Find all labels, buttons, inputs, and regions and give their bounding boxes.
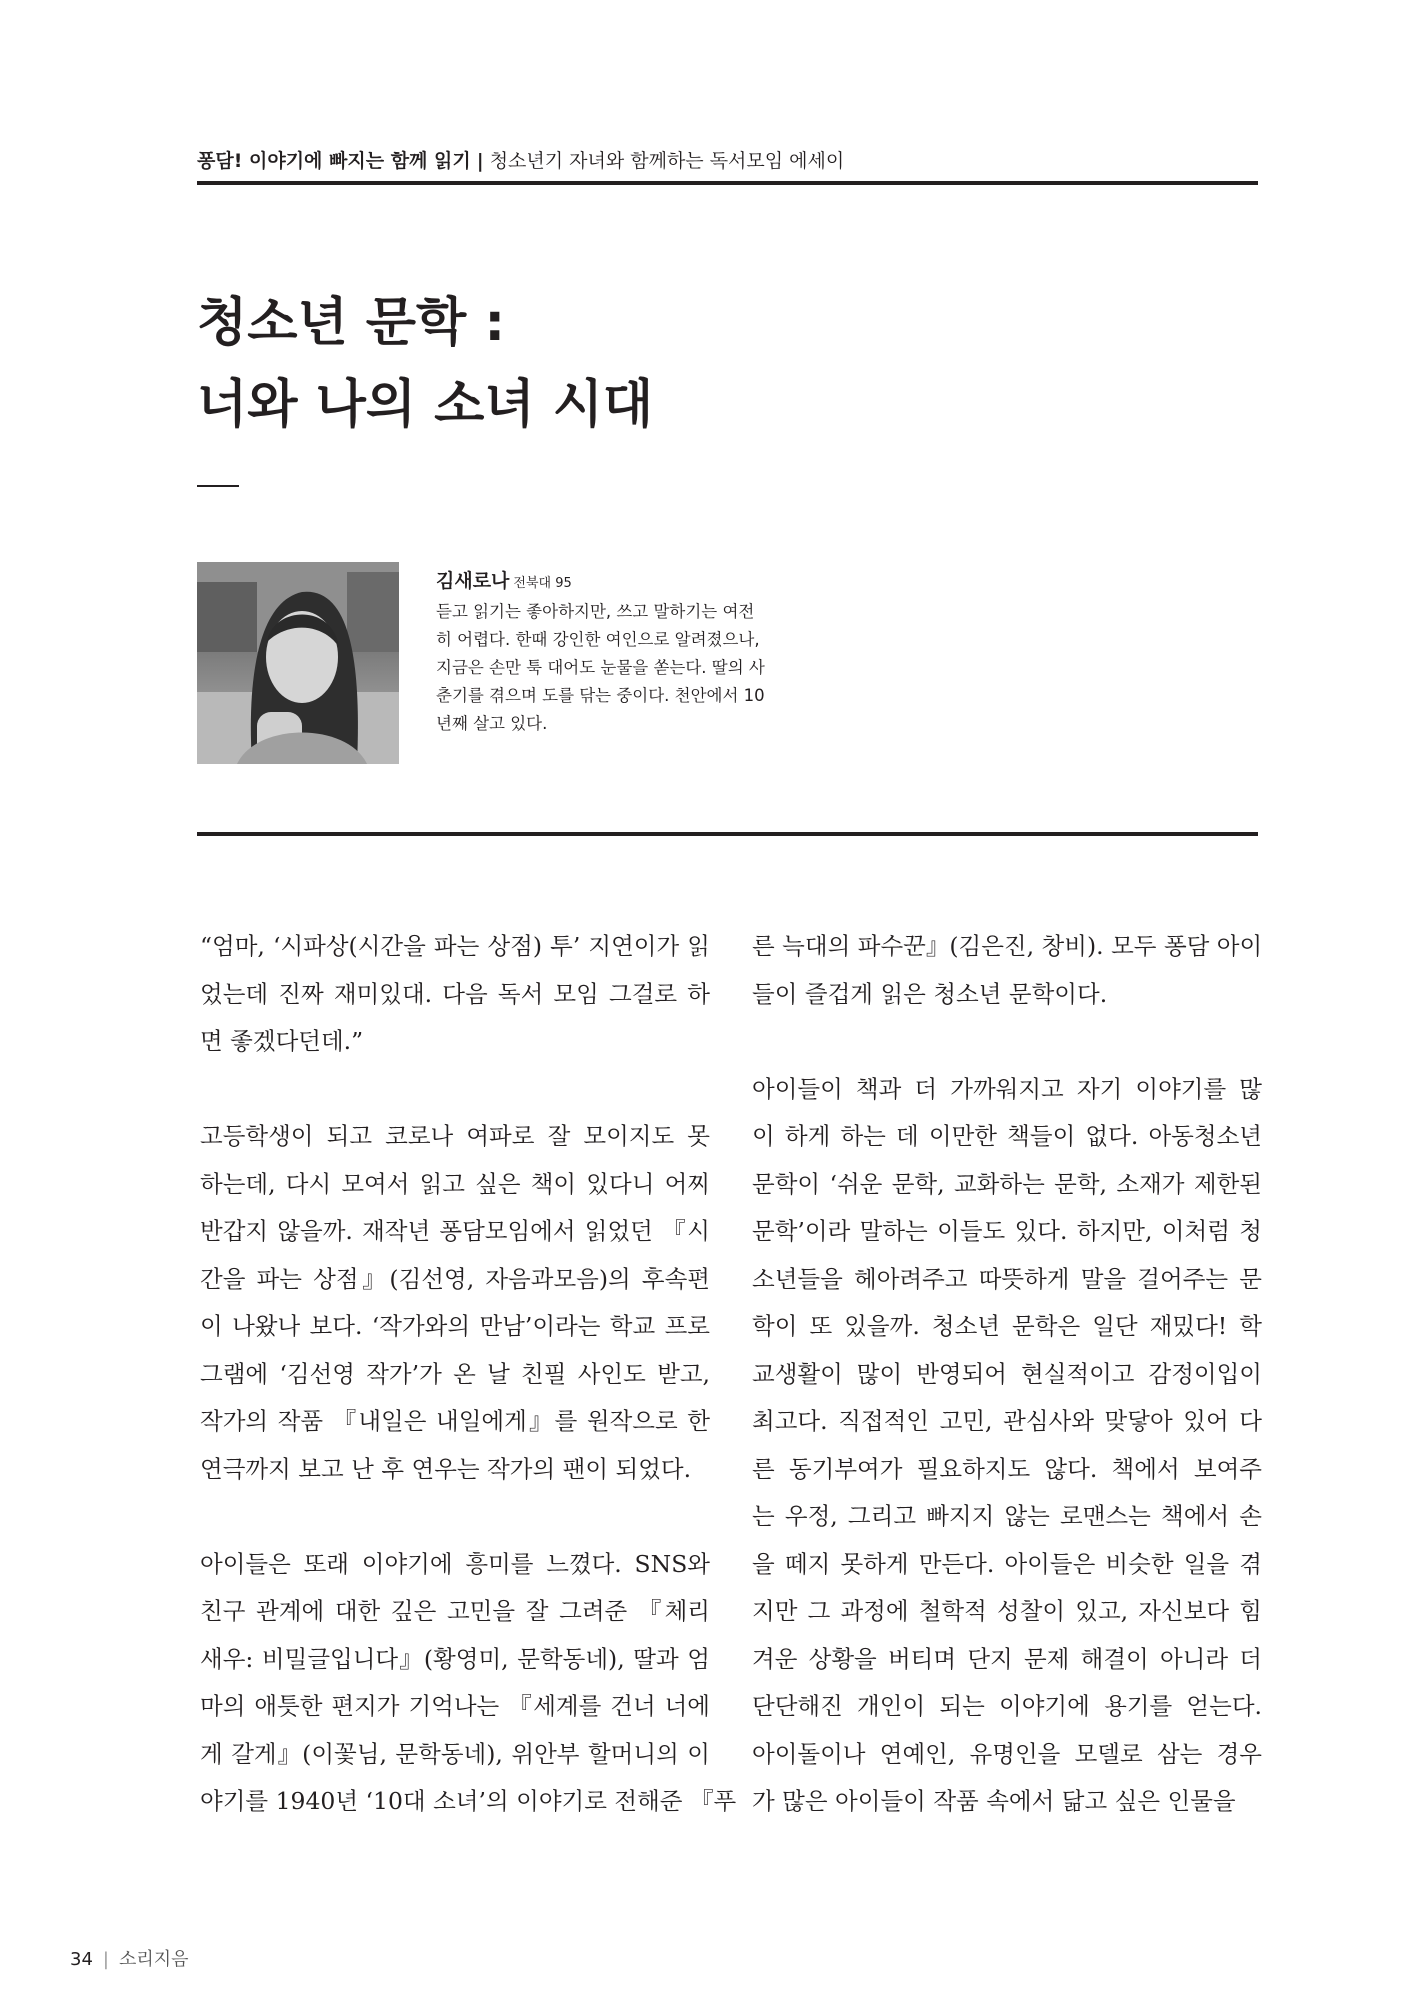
body-text-line: 면 좋겠다던데.” <box>200 1027 364 1055</box>
body-text-line: 지만 그 과정에 철학적 성찰이 있고, 자신보다 힘 <box>752 1597 1262 1625</box>
header-separator: | <box>476 150 484 172</box>
paragraph-gap <box>200 1066 710 1114</box>
body-text-line: 새우: 비밀글입니다』(황영미, 문학동네), 딸과 엄 <box>200 1644 710 1673</box>
body-text-line: 문학이 ‘쉬운 문학, 교화하는 문학, 소재가 제한된 <box>752 1169 1262 1198</box>
bio-line: 년째 살고 있다. <box>436 714 548 733</box>
page-footer <box>70 1945 189 1971</box>
magazine-name: 소리지음 <box>118 1949 189 1970</box>
body-text-line: 른 늑대의 파수꾼』(김은진, 창비). 모두 퐁담 아이 <box>752 932 1263 960</box>
body-text-line: 을 떼지 못하게 만든다. 아이들은 비슷한 일을 겪 <box>752 1549 1262 1578</box>
author-name: 김새로나 <box>436 570 510 592</box>
body-text-line: 반갑지 않을까. 재작년 퐁담모임에서 읽었던 『시 <box>200 1217 710 1245</box>
body-text-line: 작가의 작품 『내일은 내일에게』를 원작으로 한 <box>200 1407 710 1435</box>
body-text-line: 들이 즐겁게 읽은 청소년 문학이다. <box>752 979 1108 1008</box>
bio-line: 춘기를 겪으며 도를 닦는 중이다. 천안에서 10 <box>436 686 765 705</box>
paragraph-gap <box>752 1018 1262 1066</box>
title-divider <box>197 485 239 487</box>
body-text-line: 학이 또 있을까. 청소년 문학은 일단 재밌다! 학 <box>752 1312 1262 1340</box>
body-column-right <box>752 923 1262 1826</box>
body-text-line: “엄마, ‘시파상(시간을 파는 상점) 투’ 지연이가 읽 <box>200 932 710 960</box>
paragraph-gap <box>200 1493 710 1541</box>
page-number: 34 <box>70 1949 93 1970</box>
title-line-1: 청소년 문학 : <box>197 293 506 353</box>
bio-line: 듣고 읽기는 좋아하지만, 쓰고 말하기는 여전 <box>436 602 755 621</box>
header-rule <box>197 181 1258 185</box>
author-photo <box>197 562 399 764</box>
body-text-line: 가 많은 아이들이 작품 속에서 닮고 싶은 인물을 <box>752 1787 1236 1815</box>
body-text-line: 었는데 진짜 재미있대. 다음 독서 모임 그걸로 하 <box>200 979 710 1008</box>
body-text-line: 고등학생이 되고 코로나 여파로 잘 모이지도 못 <box>200 1122 710 1150</box>
article-title <box>197 282 1097 446</box>
body-text-line: 하는데, 다시 모여서 읽고 싶은 책이 있다니 어찌 <box>200 1169 710 1198</box>
body-text-line: 아이돌이나 연예인, 유명인을 모델로 삼는 경우 <box>752 1739 1262 1768</box>
body-text-line: 른 동기부여가 필요하지도 않다. 책에서 보여주 <box>752 1454 1262 1483</box>
body-text-line: 는 우정, 그리고 빠지지 않는 로맨스는 책에서 손 <box>752 1502 1262 1530</box>
bio-line: 지금은 손만 툭 대어도 눈물을 쏟는다. 딸의 사 <box>436 658 765 677</box>
body-column-left <box>200 923 737 1826</box>
body-text-line: 야기를 1940년 ‘10대 소녀’의 이야기로 전해준 『푸 <box>200 1787 737 1815</box>
series-title: 퐁담! 이야기에 빠지는 함께 읽기 <box>197 150 471 172</box>
section-rule <box>197 832 1258 836</box>
body-text-line: 최고다. 직접적인 고민, 관심사와 맞닿아 있어 다 <box>752 1407 1262 1435</box>
body-text-line: 교생활이 많이 반영되어 현실적이고 감정이입이 <box>752 1359 1262 1388</box>
bio-line: 히 어렵다. 한때 강인한 여인으로 알려졌으나, <box>436 630 760 649</box>
author-byline <box>436 566 572 593</box>
body-text-line: 문학’이라 말하는 이들도 있다. 하지만, 이처럼 청 <box>752 1217 1262 1245</box>
body-text-line: 간을 파는 상점』(김선영, 자음과모음)의 후속편 <box>200 1264 710 1293</box>
body-text-line: 이 하게 하는 데 이만한 책들이 없다. 아동청소년 <box>752 1122 1262 1150</box>
author-bio <box>436 598 770 738</box>
body-text-line: 아이들은 또래 이야기에 흥미를 느꼈다. SNS와 <box>200 1549 710 1578</box>
body-text-line: 친구 관계에 대한 깊은 고민을 잘 그려준 『체리 <box>200 1597 710 1625</box>
author-affiliation: 전북대 95 <box>513 576 572 591</box>
series-subtitle: 청소년기 자녀와 함께하는 독서모임 에세이 <box>489 150 845 172</box>
title-line-2: 너와 나의 소녀 시대 <box>197 375 654 435</box>
body-text-line: 연극까지 보고 난 후 연우는 작가의 팬이 되었다. <box>200 1454 692 1483</box>
footer-separator: | <box>102 1949 109 1970</box>
body-text-line: 게 갈게』(이꽃님, 문학동네), 위안부 할머니의 이 <box>200 1739 710 1768</box>
body-text-line: 이 나왔나 보다. ‘작가와의 만남’이라는 학교 프로 <box>200 1312 710 1340</box>
body-text-line: 마의 애틋한 편지가 기억나는 『세계를 건너 너에 <box>200 1692 710 1720</box>
body-text-line: 그램에 ‘김선영 작가’가 온 날 친필 사인도 받고, <box>200 1359 710 1388</box>
body-text-line: 겨운 상황을 버티며 단지 문제 해결이 아니라 더 <box>752 1644 1262 1673</box>
running-header <box>197 146 1257 173</box>
body-text-line: 소년들을 헤아려주고 따뜻하게 말을 걸어주는 문 <box>752 1264 1262 1293</box>
body-text-line: 단단해진 개인이 되는 이야기에 용기를 얻는다. <box>752 1692 1262 1720</box>
body-text-line: 아이들이 책과 더 가까워지고 자기 이야기를 많 <box>752 1074 1262 1103</box>
